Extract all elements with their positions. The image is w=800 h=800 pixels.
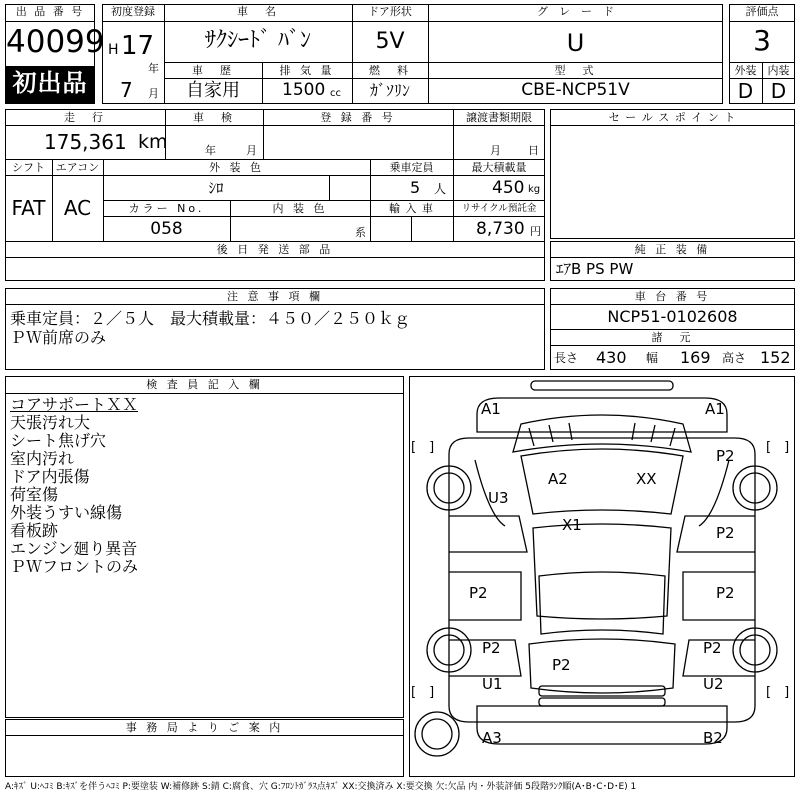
sales-points-label: セ ー ル ス ポ イ ン ト <box>608 111 737 124</box>
width: 169 <box>680 348 711 367</box>
chassis-number: NCP51-0102608 <box>607 307 738 326</box>
inspector-note: ＰＷフロントのみ <box>10 557 139 576</box>
damage-mark: P2 <box>703 639 722 657</box>
damage-mark: A2 <box>548 470 568 488</box>
fuel-label: 燃 料 <box>369 64 411 77</box>
capacity-label: 乗車定員 <box>389 161 434 174</box>
length-label: 長さ <box>554 351 579 365</box>
damage-mark: U3 <box>488 489 509 507</box>
damage-mark: X1 <box>562 516 582 534</box>
model-label: 型 式 <box>554 64 597 77</box>
chassis-label: 車 台 番 号 <box>634 290 711 303</box>
ext-color: ｼﾛ <box>208 179 224 197</box>
fuel: ｶﾞｿﾘﾝ <box>369 81 410 100</box>
color-no: 058 <box>150 219 183 239</box>
transfer-month-unit: 月 <box>490 144 501 157</box>
damage-mark: P2 <box>716 584 735 602</box>
damage-mark: P2 <box>482 639 501 657</box>
import-label: 輸 入 車 <box>389 202 434 215</box>
reg-no-label: 登 録 番 号 <box>320 111 396 124</box>
shift-label: シフト <box>12 161 45 174</box>
reg-month: 7 <box>120 78 133 102</box>
damage-mark: P2 <box>469 584 488 602</box>
grade: U <box>566 29 585 57</box>
capacity-unit: 人 <box>434 182 447 196</box>
recycle: 8,730 <box>476 219 525 239</box>
equipment-label: 純 正 装 備 <box>634 243 711 256</box>
ext-color-label: 外 装 色 <box>209 161 264 174</box>
first-reg-label: 初度登録 <box>111 5 155 18</box>
ac: AC <box>63 196 92 220</box>
max-load-unit: kg <box>528 184 541 195</box>
transfer-day-unit: 日 <box>528 144 539 157</box>
inspector-note: 天張汚れ大 <box>10 413 91 432</box>
lot-number: 40099 <box>6 24 105 60</box>
shift: FAT <box>11 196 46 220</box>
bracket-marker: [ ] <box>766 685 790 700</box>
damage-mark: B2 <box>703 729 723 747</box>
history-label: 車 歴 <box>192 64 234 77</box>
ac-label: エアコン <box>55 161 100 174</box>
car-name-label: 車 名 <box>237 5 279 18</box>
grade-label: グ レ ー ド <box>537 5 614 18</box>
specs-label: 諸 元 <box>651 331 694 344</box>
first-listing-text: 初出品 <box>12 69 88 97</box>
inspection-month-unit: 月 <box>246 144 257 157</box>
bracket-marker: [ ] <box>411 685 435 700</box>
damage-mark: A1 <box>705 400 725 418</box>
inspector-note: 看板跡 <box>10 521 59 540</box>
history: 自家用 <box>186 80 240 101</box>
exterior-grade: D <box>737 79 754 103</box>
bracket-marker: [ ] <box>766 440 790 455</box>
damage-mark: A1 <box>481 400 501 418</box>
damage-mark: U1 <box>482 675 503 693</box>
damage-mark: A3 <box>482 729 502 747</box>
door-label: ドア形状 <box>368 5 412 18</box>
inspector-note: コアサポートＸＸ <box>10 395 139 414</box>
recycle-unit: 円 <box>530 225 541 238</box>
damage-mark: P2 <box>716 524 735 542</box>
inspection-year-unit: 年 <box>205 144 216 157</box>
reg-year-unit: 年 <box>148 62 159 75</box>
sales-points <box>550 109 795 239</box>
lot-number-label: 出 品 番 号 <box>15 5 85 18</box>
exterior-label: 外装 <box>734 64 757 77</box>
inspector-notes <box>10 396 400 576</box>
interior-label: 内装 <box>767 64 790 77</box>
length: 430 <box>596 348 627 367</box>
transfer-label: 譲渡書類期限 <box>466 111 532 124</box>
width-label: 幅 <box>646 351 659 365</box>
score-label: 評価点 <box>745 5 779 18</box>
damage-mark: XX <box>636 470 657 488</box>
max-load: 450 <box>492 178 525 198</box>
equipment: ｴｱB PS PW <box>556 260 634 278</box>
displacement: 1500 <box>282 80 326 100</box>
mileage-unit: km <box>138 131 168 153</box>
displacement-unit: cc <box>330 88 341 99</box>
car-outline <box>409 376 795 777</box>
legend-text: A:ｷｽﾞ U:ﾍｺﾐ B:ｷｽﾞを伴うﾍｺﾐ P:要塗装 W:補修跡 S:錆 C:腐食、穴 G:ﾌﾛﾝﾄｶﾞﾗｽ点ｷｽﾞ XX:交換済み X:要交換 欠:欠品 内・外装評価 5段階ﾗﾝｸ順(A･B･C･D･E) 1 <box>5 782 637 792</box>
later-parts-label: 後 日 発 送 部 品 <box>216 243 334 256</box>
reg-year: 17 <box>121 31 155 61</box>
inspector-note: 荷室傷 <box>10 485 59 504</box>
recycle-label: リサイクル預託金 <box>461 203 537 214</box>
inspector-note: シート焦げ穴 <box>10 431 107 450</box>
inspector-note: 室内汚れ <box>10 449 75 468</box>
score: 3 <box>753 24 771 57</box>
displacement-label: 排 気 量 <box>279 64 335 77</box>
door: 5V <box>375 29 405 54</box>
inspector-label: 検 査 員 記 入 欄 <box>146 378 263 391</box>
height: 152 <box>760 348 791 367</box>
height-label: 高さ <box>722 351 747 365</box>
inspector-note: 外装うすい線傷 <box>10 503 123 522</box>
mileage-label: 走 行 <box>64 111 106 124</box>
inspection-label: 車 検 <box>193 111 235 124</box>
int-color-unit: 系 <box>355 226 366 239</box>
damage-mark: P2 <box>552 656 571 674</box>
damage-mark: U2 <box>703 675 724 693</box>
mileage: 175,361 <box>44 130 127 154</box>
inspector-note: ドア内張傷 <box>10 467 90 486</box>
capacity: 5 <box>410 178 421 197</box>
reg-month-unit: 月 <box>148 87 159 100</box>
caution-label: 注 意 事 項 欄 <box>227 290 323 303</box>
damage-mark: P2 <box>716 447 735 465</box>
color-no-label: カラー No. <box>128 202 205 215</box>
caution-line-1: 乗車定員：２／５人 最大積載量：４５０／２５０ｋｇ <box>10 309 411 328</box>
int-color-label: 内 装 色 <box>272 202 328 215</box>
interior-grade: D <box>770 79 787 103</box>
max-load-label: 最大積載量 <box>471 161 527 174</box>
era: H <box>108 42 119 58</box>
model: CBE-NCP51V <box>521 80 630 100</box>
caution-line-2: ＰＷ前席のみ <box>10 328 107 347</box>
car-name: ｻｸｼｰﾄﾞ ﾊﾞﾝ <box>205 28 311 53</box>
inspector-note: エンジン廻り異音 <box>10 539 138 558</box>
office-label: 事 務 局 よ り ご 案 内 <box>125 721 284 734</box>
bracket-marker: [ ] <box>411 440 435 455</box>
